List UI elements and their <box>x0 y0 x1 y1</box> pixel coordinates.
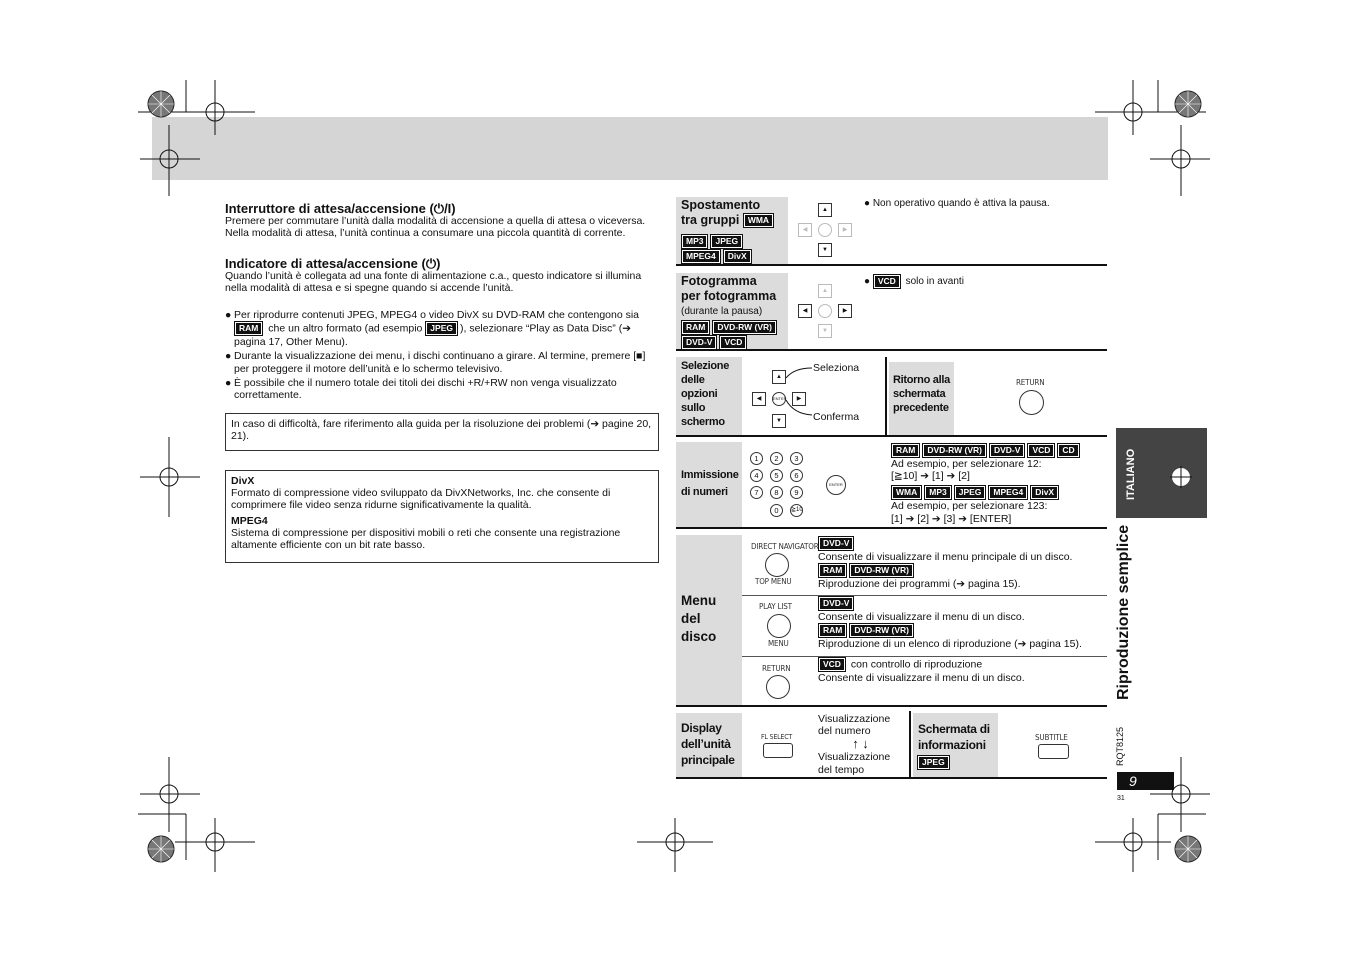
row-numbers-label: Immissione di numeri <box>676 442 742 527</box>
up-arrow-button[interactable]: ▲ <box>818 203 832 217</box>
row-divider <box>676 777 1107 779</box>
note-pause: ● Non operativo quando è attiva la pausa. <box>864 198 1050 209</box>
fl-select-button[interactable] <box>763 743 793 758</box>
note-forward: ● VCD solo in avanti <box>864 276 964 288</box>
menu-desc: DVD-V Consente di visualizzare il menu di un disco. RAM DVD-RW (VR) Riproduzione di un elenco di riproduzione (➔ pagina 15). <box>818 598 1082 651</box>
row-divider-vertical <box>885 357 887 435</box>
glossary-def-divx: Formato di compressione video sviluppato da DivXNetworks, Inc. che consente di comprimere file video senza ridurne significativamente la qualità. <box>231 487 611 512</box>
tag-ram: RAM <box>235 322 262 335</box>
play-list-label: PLAY LIST <box>759 602 792 611</box>
row-onscreen-label: Selezione delle opzioni sullo schermo <box>676 357 742 435</box>
num-0-button[interactable]: 0 <box>770 504 783 517</box>
paragraph-standby-indicator: Quando l’unità è collegata ad una fonte di alimentazione c.a., questo indicatore si illumina nella modalità di attesa e si spegne quando si accende l’unità. <box>225 270 642 295</box>
row-group-skip-label: Spostamento tra gruppi WMA MP3 JPEG MPEG4 DivX <box>676 197 788 264</box>
top-menu-desc: DVD-V Consente di visualizzare il menu principale di un disco. RAM DVD-RW (VR) Riproduzione dei programmi (➔ pagina 15). <box>818 538 1073 591</box>
glossary-term-mpeg4: MPEG4 <box>231 514 268 527</box>
tag-ram: RAM <box>682 321 709 334</box>
tag-divx: DivX <box>724 250 751 263</box>
num-4-button[interactable]: 4 <box>750 469 763 482</box>
down-arrow-button[interactable]: ▼ <box>772 414 786 428</box>
bullet-item: ● È possibile che il numero totale dei titoli dei dischi +R/+RW non venga visualizzato correttamente. <box>225 376 617 402</box>
display-cycle: Visualizzazione del numero ↑ ↓ Visualizzazione del tempo <box>818 713 891 776</box>
glossary-term-divx: DivX <box>231 475 255 487</box>
row-display-label: Display dell’unità principale <box>676 713 742 777</box>
num-9-button[interactable]: 9 <box>790 486 803 499</box>
row-divider <box>676 705 1107 707</box>
tag-vcd: VCD <box>720 336 746 349</box>
up-arrow-button[interactable]: ▲ <box>772 370 786 384</box>
return-desc: VCD con controllo di riproduzione Consente di visualizzare il menu di un disco. <box>818 658 1025 684</box>
left-arrow-icon: ◀ <box>798 223 812 237</box>
heading-standby-switch: Interruttore di attesa/accensione (⏻/I) <box>225 201 456 216</box>
enter-icon <box>818 223 832 237</box>
row-return-label: Ritorno alla schermata precedente <box>889 362 954 435</box>
menu-label: MENU <box>768 639 789 648</box>
bullet-item: ● Durante la visualizzazione dei menu, i dischi continuano a girare. Al termine, premere [■] per proteggere il motore dell’unità e lo schermo televisivo. <box>225 350 646 375</box>
right-arrow-icon: ▶ <box>838 223 852 237</box>
label-confirm: Conferma <box>813 411 860 423</box>
subtitle-button[interactable] <box>1038 744 1069 759</box>
tag-jpeg: JPEG <box>711 235 742 248</box>
crosshair-icon <box>175 80 255 135</box>
enter-button[interactable]: ENTER <box>826 475 846 495</box>
top-menu-label: TOP MENU <box>755 577 792 586</box>
enter-button[interactable]: ENTER <box>772 392 786 406</box>
return-label: RETURN <box>762 664 791 673</box>
left-arrow-button[interactable]: ◀ <box>798 304 812 318</box>
num-2-button[interactable]: 2 <box>770 452 783 465</box>
page-number: 9 <box>1117 772 1174 790</box>
return-button[interactable] <box>1019 390 1044 415</box>
row-divider <box>676 435 1107 437</box>
num-6-button[interactable]: 6 <box>790 469 803 482</box>
row-frame-label: Fotogramma per fotogramma (durante la pausa) RAM DVD-RW (VR) DVD-V VCD <box>676 273 788 349</box>
bullet-list <box>225 309 655 401</box>
tag-dvdv: DVD-V <box>682 336 716 349</box>
up-arrow-icon: ▲ <box>818 284 832 298</box>
tag-mpeg4: MPEG4 <box>682 250 720 263</box>
troubleshooting-note: In caso di difficoltà, fare riferimento alla guida per la risoluzione dei problemi (➔ pagine 20, 21). <box>225 413 659 451</box>
row-divider <box>676 527 1107 529</box>
crosshair-icon <box>1168 464 1194 490</box>
top-menu-button[interactable] <box>765 553 789 577</box>
tag-mp3: MP3 <box>682 235 707 248</box>
down-arrow-icon: ▼ <box>818 324 832 338</box>
sheet-number: 31 <box>1117 795 1125 802</box>
row-divider-vertical <box>909 711 911 779</box>
num-5-button[interactable]: 5 <box>770 469 783 482</box>
row-disc-menu-label: Menu del disco <box>676 535 742 705</box>
fl-select-label: FL SELECT <box>761 733 793 741</box>
right-arrow-button[interactable]: ▶ <box>792 392 806 406</box>
right-arrow-button[interactable]: ▶ <box>838 304 852 318</box>
cursor-pad-updown <box>796 201 856 261</box>
number-examples: RAM DVD-RW (VR) DVD-V VCD CD Ad esempio, per selezionare 12: [≧10] ➔ [1] ➔ [2] WMA MP3 JPEG MPEG4 DivX Ad esempio, per selezionare 123: [1] ➔ [2] ➔ [3] ➔ [ENTER] <box>891 443 1106 525</box>
num-3-button[interactable]: 3 <box>790 452 803 465</box>
tag-wma: WMA <box>744 214 773 227</box>
model-code: RQT8125 <box>1115 726 1125 766</box>
label-select: Seleziona <box>813 362 860 374</box>
glossary-def-mpeg4: Sistema di compressione per dispositivi mobili o reti che consente una registrazione altamente efficiente con un bit rate basso. <box>231 526 621 552</box>
language-tab: ITALIANO <box>1116 428 1207 518</box>
glossary-box <box>225 470 659 563</box>
menu-button[interactable] <box>767 614 791 638</box>
num-7-button[interactable]: 7 <box>750 486 763 499</box>
tag-dvdrw: DVD-RW (VR) <box>713 321 776 334</box>
tag-vcd: VCD <box>874 275 900 288</box>
cursor-pad-leftright <box>796 282 856 342</box>
return-button[interactable] <box>766 675 790 699</box>
num-1-button[interactable]: 1 <box>750 452 763 465</box>
subtitle-label: SUBTITLE <box>1035 733 1068 742</box>
bullet-item: ● Per riprodurre contenuti JPEG, MPEG4 o video DivX su DVD-RAM che contengono sia RAM che un altro formato (ad esempio JPEG ), selezionare “Play as Data Disc” (➔ pagina 17, Other Menu). <box>225 309 640 349</box>
section-title: Riproduzione semplice <box>1115 524 1132 700</box>
return-button-label: RETURN <box>1016 378 1045 387</box>
heading-standby-indicator: Indicatore di attesa/accensione (⏻) <box>225 256 441 271</box>
left-arrow-button[interactable]: ◀ <box>752 392 766 406</box>
tag-jpeg: JPEG <box>426 322 457 335</box>
num-8-button[interactable]: 8 <box>770 486 783 499</box>
enter-icon <box>818 304 832 318</box>
row-divider <box>676 349 1107 351</box>
number-keypad <box>750 452 810 522</box>
num-10plus-button[interactable]: ≧10 <box>790 504 803 517</box>
down-arrow-button[interactable]: ▼ <box>818 243 832 257</box>
direct-navigator-label: DIRECT NAVIGATOR <box>751 542 819 551</box>
row-info-label: Schermata di informazioni JPEG <box>913 713 998 777</box>
paragraph-standby-switch: Premere per commutare l’unità dalla modalità di accensione a quella di attesa o viceversa. Nella modalità di attesa, l’unità continua a consumare una piccola quantità di corrente. <box>225 215 646 240</box>
row-divider <box>676 264 1107 266</box>
